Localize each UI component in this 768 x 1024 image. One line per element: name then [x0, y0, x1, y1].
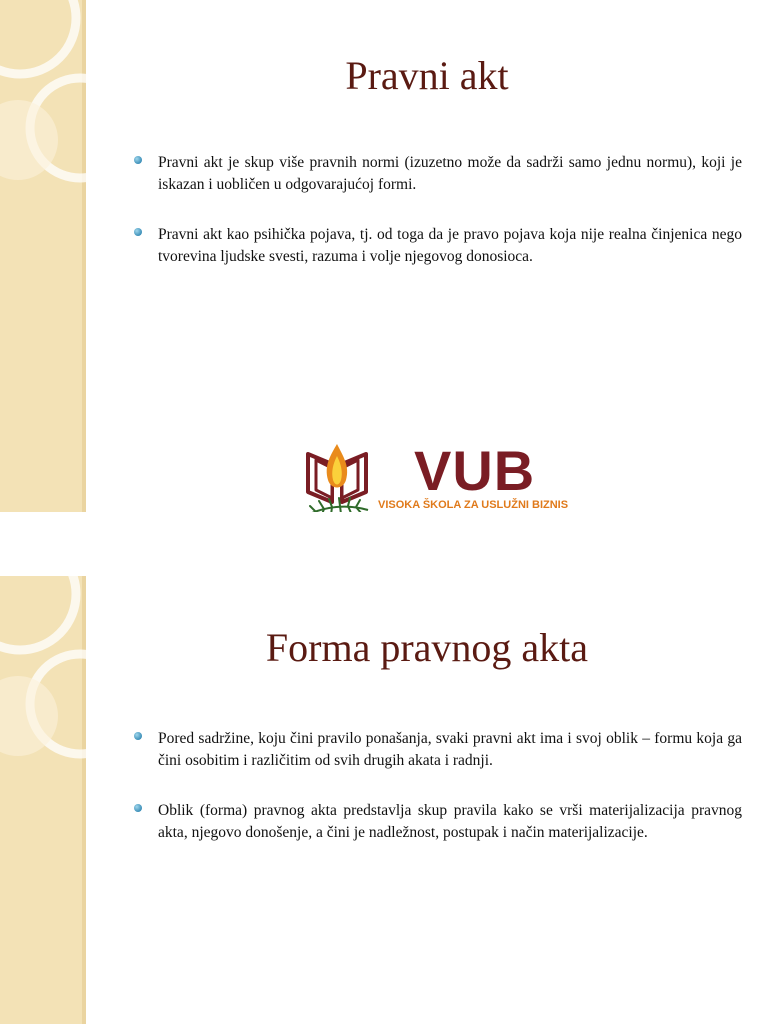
slide-forma-pravnog-akta — [0, 576, 768, 1024]
bullet-item — [134, 728, 742, 772]
book-flame-icon — [302, 440, 372, 512]
bullet-item — [134, 224, 742, 268]
bullet-icon — [134, 804, 142, 812]
bullet-text: Pravni akt je skup više pravnih normi (izuzetno može da sadrži samo jednu normu), koji je iskazan i uobličen u odgovarajućoj formi. — [158, 154, 742, 193]
bullet-item — [134, 800, 742, 844]
decorative-side-band — [0, 0, 86, 512]
vub-logo — [302, 440, 592, 512]
bullet-text: Pored sadržine, koju čini pravilo ponašanja, svaki pravni akt ima i svoj oblik – formu koja ga čini osobitim i različitim od svih drugih akata i radnji. — [158, 730, 742, 769]
slide-title: Pravni akt — [345, 53, 509, 98]
bullet-list — [134, 152, 742, 296]
decorative-side-band — [0, 576, 86, 1024]
bullet-icon — [134, 156, 142, 164]
bullet-item — [134, 152, 742, 196]
bullet-icon — [134, 228, 142, 236]
bullet-text: Pravni akt kao psihička pojava, tj. od toga da je pravo pojava koja nije realna činjenica nego tvorevina ljudske svesti, razuma i volje njegovog donosioca. — [158, 226, 742, 265]
bullet-icon — [134, 732, 142, 740]
slide-title: Forma pravnog akta — [265, 625, 589, 670]
logo-subtitle: VISOKA ŠKOLA ZA USLUŽNI BIZNIS — [378, 499, 569, 511]
slide-separator — [0, 512, 768, 576]
logo-text — [378, 439, 569, 512]
bullet-text: Oblik (forma) pravnog akta predstavlja skup pravila kako se vrši materijalizacija pravnog akta, njegovo donošenje, a čini je nadležnost, postupak i način materijalizacije. — [158, 802, 742, 841]
bullet-list — [134, 728, 742, 872]
logo-main-text: VUB — [414, 439, 536, 502]
